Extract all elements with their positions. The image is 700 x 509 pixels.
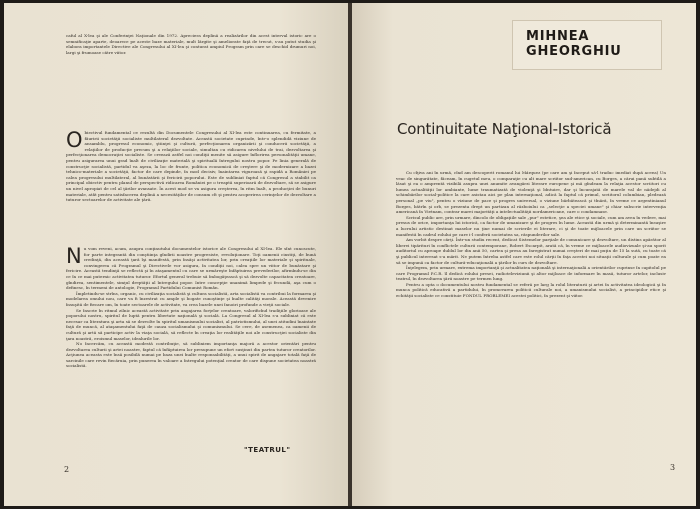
article-para-4: Înţelegem, prin urmare, extrema importanţă şi actualitatea naţională şi internaţională a orientărilor cuprinse în capitolul pe care Programul P.C.R. îl dedică rolului presei, radioteleviziunii şi altor mijloace de informare în masă, tuturor artelor, inclusiv teatrul, în dezvoltarea ţării noastre pe termen lung. <box>396 265 666 282</box>
author-box <box>512 20 662 70</box>
author-name <box>526 29 622 59</box>
drop-cap-o: O <box>66 128 83 152</box>
left-page <box>4 3 348 506</box>
article-para-1: Cu cîţiva ani în urmă, cînd am descoperit romanul lui Márquez (pe care am şi început să-l traduc imediat după aceea) Un veac de singurătate, făceam, în cugetul meu, o comparaţie cu alt mare scriitor sud-american, cu Borges, a cărui pană subtilă a lăsat şi ea o amprentă vizibilă asupra unei anumite avangărzi literare europene şi mă gîndeam la relaţia acestor scriitori cu lumea actualităţii lor ambiante, lume traumatizată de violenţă şi bîntuire, dar şi încurajată de marele val de nădejdi al schimbărilor social-politice la care asistau aici pe plan internaţional, adică la faptul că primul, scriitorul columbian, pledează personal „pe viu", pentru o viziune de pace şi progres universal, o viziune bărbătească şi tînără, în vreme ce argentinianul Borges, bătrîn şi orb, se prezenta drept un partizan al războiului ca „selecţie a speciei umane" şi chiar subscrie intervenţia americană în Vietnam, contrar marei majorităţi a intelectualităţii nordamericane, care o condamnase. <box>396 170 666 215</box>
section-1 <box>66 130 316 203</box>
right-page <box>352 3 696 506</box>
section-2-para-d: No încercăm, cu această modestă contribuţie, să subliniem importanţa majoră a acestor orientări pentru dezvoltarea culturii şi artei noastre, faptul că înfăptuirea lor presupune un efort susţinut din partea tuturor creatorilor. Acţiunea aceasta este însă posibilă numai pe baza unei înalte responsabilităţi, a unui spirit de angajare totală faţă de sarcinile care revin fiecăruia, prin punerea în valoare a întregului potenţial creator de care dispune societatea noastră socialistă. <box>66 341 316 369</box>
section-2-para-b: Împletindu-se strîns, organic, cu civilizaţia socialistă şi cultura socialistă, arta socialistă va contribui la formarea şi modelarea omului nou, care va fi înzestrat cu ample şi bogate cunoştinţe şi înalte calităţi morale. Această devenire însuşită de fiecare om, în toate sectoarele de activitate, va crea bazele unei înnoiri profunde a vieţii sociale. <box>66 290 316 307</box>
section-2 <box>66 246 316 369</box>
book-spread <box>4 3 696 506</box>
author-first-name: MIHNEA <box>526 29 590 44</box>
article-para-2: Scrisul public are, prin urmare, dincolo de obligaţiile sale „pur" estetice, şea ale etice şi sociale, cum am avea în vedere, mai presus de orice, importanţa lui istorică, ca factor de umanizare şi de progres în lume. Această din urmă şi determinantă însuşire a lucrului artistic destinat maselor nu ţine numai de scrierile ei literare, ci şi de toate mijloacele prin care un scriitor se manifestă în cadrul rolului pe care i-l conferă societatea sa, răspunderilor sale. <box>396 214 666 237</box>
article-title-wrap <box>397 120 682 144</box>
article-para-5: Pentru a opta o documentului nostru fundamental se referă pe larg la rolul literaturii şi artei în activitatea ideologică şi în munca politică educativă a partidului, în promovarea politicii culturale noi, a umanismului socialist, a principiilor etice şi echităţii socialiste ce constituie FONDUL PROBLEMEI acestei politici, în prezent şi viitor. <box>396 281 666 299</box>
page-number-left: 2 <box>64 465 70 474</box>
intro-paragraph: caful al X-lea şi ale Conferinţei Naţionale din 1972. Apreciera deplină a realizărilor din acest interval istoric are o semnificaţie aparte, deoarece pe aceste baze materiale, mult lărgite şi ameliorate faţă de trecut, s-au putut studia şi elabora importantele Directive ale Congresului al XI-lea şi conturat ampiul Program prin care se deschid drumuri noi, largi şi frumoase către viitor. <box>66 33 316 55</box>
section-2-text: u vom reveni, acum, asupra conţinutului documentelor istorice ale Congresului al XI-lea. Ele sînt cunoscute, for parte integrantă din conştiinţa gîndirii noastre progresiste, revoluţionare. Toţi oamenii cinstiţi, de bună credinţă, din această ţară îşi manifestă, prin însăşi activitatea lor, prin creaţiile lor materiale şi spirituale, convingerea că Programul şi Directivele vor asigura, în condiţii noi, calea spre un viitor de bunăstare şi fericire. Această tendinţă se reflectă şi în ataşamentul cu care se urmăreşte înfăptuirea prevederilor, afirmîndu-se din ce în ce mai puternic activitatea tuturor. Efortul general trebuie să îmbogăţească şi să dezvolte capacitatea creatoare, gîndirea, sentimentele, simţul dreptăţii al întregului popor. Intre concepţie unanimă limpede şi fecundă, aşa cum o definesc, în termeni de antologie, Programul Partidului Comunist Român. <box>66 246 316 291</box>
article-body <box>396 170 666 299</box>
drop-cap-n: N <box>66 244 82 268</box>
author-last-name: GHEORGHIU <box>526 44 622 59</box>
article-para-3: Am vorbit despre cărţi. Într-un studiu recent, dedicat Sistemelor parţiale de comunicare şi dezvoltare, un distins apărător al liberei tipărituri în conflictele culturii contemporane, Robert Escarpit, arată că, în vreme ce mijloacele audiovizuale şi-au sporit auditoriul cu aproape dublul lor din anii 50, cartea şi presa au înregistrat numai creşteri de mai puţin de 15 la sută, cu toate că şi publicul interesat s-a mărit. Ne putem întreba astfel care este rolul cărţii în faţa acestei noi situaţii culturale şi cum poate ea să se impună ca factor de cultură-educaţională a ţărilor în curs de dezvoltare. <box>396 237 666 265</box>
signature-teatrul: "TEATRUL" <box>244 446 291 454</box>
section-2-para-c: Se înscrie în ritmul zilnic această activitate prin angajarea forţelor creatoare, valorificînd tradiţiile glorioase ale poporului nostru, spiritul de luptă pentru libertate naţională şi socială. La Congresul al XI-lea s-a subliniat că este necesar ca literatura şi arta să se dezvolte în spiritul umanismului socialist, al patriotismului, al unei atitudini înaintate faţă de muncă, al ataşamentului faţă de cauza socialismului şi comunismului. Se cere, de asemenea, ca oamenii de cultură şi artă să participe activ la viaţa socială, să reflecte în creaţia lor realităţile noi ale construcţiei socialiste din ţara noastră, eroismul maselor, idealurile lor. <box>66 307 316 341</box>
article-title: Continuitate Naţional-Istorică <box>397 120 612 138</box>
section-1-text: biectivul fundamental ce rezultă din Documentele Congresului al XI-lea este continuarea, cu fermitate, a făuririi societăţii socialiste multilateral dezvoltate. Această societate cuprinde, într-o splendidă viziune de ansamblu, progresul economic, ştiinţei şi culturii, perfecţionarea organizării şi conducerii societăţii, a relaţiilor de producţie precum şi a relaţiilor sociale, simultan cu ridicarea nivelului de trai, dezvoltarea şi perfecţionarea democraţiei socialiste. Se creează astfel noi condiţii menite să asigure înflorirea personalităţii umane, pentru asigurarea unui grad înalt de civilizaţie materială şi spirituală întregului nostru popor. Pe linia generală de construcţie socialistă, partidul va aşeza, la loc de frunte, politica economică de creştere şi de modernizare a bazei tehnico-materiale a societăţii, factor de care depinde, în mod decisiv, înaintarea viguroasă şi rapidă a României pe calea progresului multilateral, al bunăstării şi fericirii poporului. Este de subliniat faptul că Congresul a stabilit ca principal obiectiv pentru planul de perspectivă ridicarea României pe o treaptă superioară de dezvoltare, să se asigure un nivel apropiat de cel al ţărilor avansate. În acest mod se va asigura creşterea, în ritm înalt, a producţiei de bunuri materiale, atât pentru satisfacerea deplină a necesităţilor de consum cît şi pentru acoperirea cerinţelor de dezvoltare a tuturor sectoarelor de activitate ale ţării. <box>66 130 316 203</box>
page-number-right: 3 <box>670 463 676 472</box>
